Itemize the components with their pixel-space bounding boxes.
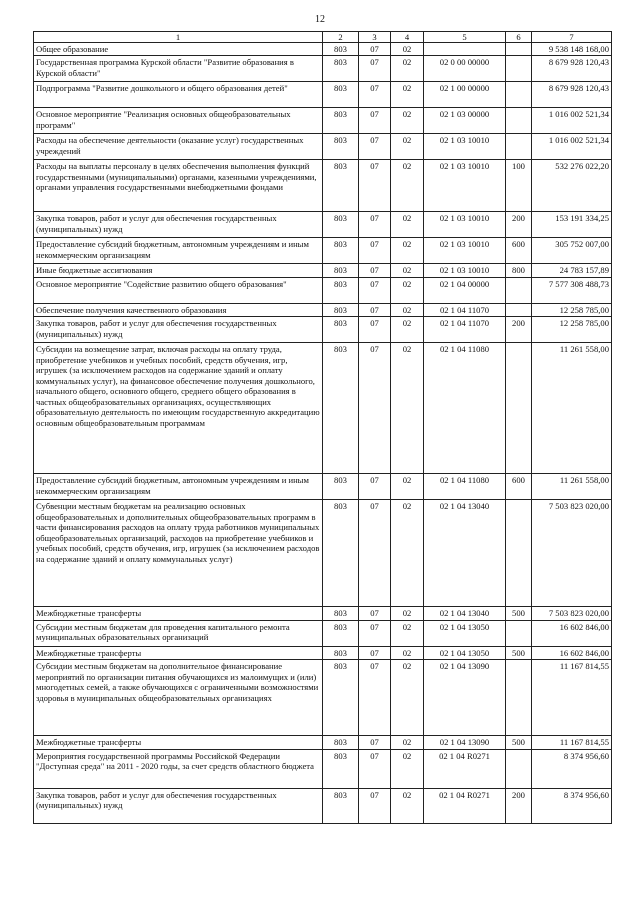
target-article-code: [424, 43, 506, 56]
ministry-code: 803: [323, 749, 359, 788]
amount-value: 1 016 002 521,34: [532, 134, 612, 160]
ministry-code: 803: [323, 212, 359, 238]
target-article-code: 02 1 04 13040: [424, 500, 506, 607]
table-row: [34, 620, 612, 646]
section-code: 07: [359, 620, 391, 646]
table-row: [34, 736, 612, 749]
section-code: 07: [359, 736, 391, 749]
section-code: 07: [359, 108, 391, 134]
ministry-code: 803: [323, 660, 359, 736]
header-cell: 3: [359, 32, 391, 43]
ministry-code: 803: [323, 500, 359, 607]
target-article-code: 02 1 04 13090: [424, 736, 506, 749]
table-row: [34, 343, 612, 474]
subsection-code: 02: [391, 660, 424, 736]
expense-type-code: [506, 343, 532, 474]
header-cell: 2: [323, 32, 359, 43]
table-row: [34, 500, 612, 607]
amount-value: 7 577 308 488,73: [532, 277, 612, 303]
ministry-code: 803: [323, 343, 359, 474]
expenditure-name: Мероприятия государственной программы Российской Федерации "Доступная среда" на 2011 - 2020 годы, за счет средств областного бюджета: [34, 749, 323, 788]
target-article-code: 02 1 04 R0271: [424, 749, 506, 788]
header-cell: 4: [391, 32, 424, 43]
table-row: [34, 749, 612, 788]
header-row: [34, 32, 612, 43]
table-row: [34, 82, 612, 108]
expenditure-name: Межбюджетные трансферты: [34, 736, 323, 749]
section-code: 07: [359, 160, 391, 212]
section-code: 07: [359, 82, 391, 108]
amount-value: 12 258 785,00: [532, 303, 612, 316]
section-code: 07: [359, 277, 391, 303]
section-code: 07: [359, 646, 391, 659]
ministry-code: 803: [323, 264, 359, 277]
expense-type-code: 200: [506, 212, 532, 238]
section-code: 07: [359, 56, 391, 82]
amount-value: 11 167 814,55: [532, 660, 612, 736]
expenditure-name: Основное мероприятие "Содействие развитию общего образования": [34, 277, 323, 303]
amount-value: 16 602 846,00: [532, 620, 612, 646]
amount-value: 12 258 785,00: [532, 317, 612, 343]
amount-value: 532 276 022,20: [532, 160, 612, 212]
amount-value: 8 374 956,60: [532, 788, 612, 823]
ministry-code: 803: [323, 317, 359, 343]
page-number: 12: [315, 14, 325, 25]
ministry-code: 803: [323, 474, 359, 500]
section-code: 07: [359, 317, 391, 343]
table-row: [34, 160, 612, 212]
section-code: 07: [359, 474, 391, 500]
expense-type-code: [506, 134, 532, 160]
target-article-code: 02 1 04 13050: [424, 646, 506, 659]
table-row: [34, 646, 612, 659]
amount-value: 7 503 823 020,00: [532, 607, 612, 620]
subsection-code: 02: [391, 238, 424, 264]
table-row: [34, 108, 612, 134]
target-article-code: 02 1 04 11080: [424, 474, 506, 500]
section-code: 07: [359, 238, 391, 264]
table-row: [34, 56, 612, 82]
section-code: 07: [359, 749, 391, 788]
target-article-code: 02 1 03 10010: [424, 160, 506, 212]
amount-value: 11 167 814,55: [532, 736, 612, 749]
expense-type-code: [506, 749, 532, 788]
subsection-code: 02: [391, 788, 424, 823]
subsection-code: 02: [391, 82, 424, 108]
amount-value: 305 752 007,00: [532, 238, 612, 264]
ministry-code: 803: [323, 56, 359, 82]
expenditure-name: Государственная программа Курской области "Развитие образования в Курской области": [34, 56, 323, 82]
subsection-code: 02: [391, 303, 424, 316]
target-article-code: 02 1 04 R0271: [424, 788, 506, 823]
subsection-code: 02: [391, 264, 424, 277]
amount-value: 153 191 334,25: [532, 212, 612, 238]
expenditure-name: Закупка товаров, работ и услуг для обеспечения государственных (муниципальных) нужд: [34, 212, 323, 238]
expenditure-name: Субсидии на возмещение затрат, включая расходы на оплату труда, приобретение учебников и учебных пособий, средств обучения, игр, игрушек (за исключением расходов на содержание зданий и оплату коммунальных услуг), на финансовое обеспечение получения дошкольного, начального общего, основного общего, среднего общего образования в частных общеобразовательных организациях, осуществляющих образовательную деятельность по имеющим государственную аккредитацию основным общеобразовательным программам: [34, 343, 323, 474]
target-article-code: 02 1 04 11070: [424, 317, 506, 343]
subsection-code: 02: [391, 134, 424, 160]
expense-type-code: [506, 500, 532, 607]
expense-type-code: [506, 56, 532, 82]
subsection-code: 02: [391, 736, 424, 749]
expense-type-code: 200: [506, 317, 532, 343]
ministry-code: 803: [323, 108, 359, 134]
expense-type-code: [506, 82, 532, 108]
expenditure-name: Иные бюджетные ассигнования: [34, 264, 323, 277]
section-code: 07: [359, 134, 391, 160]
amount-value: 24 783 157,89: [532, 264, 612, 277]
ministry-code: 803: [323, 303, 359, 316]
expenditure-name: Основное мероприятие "Реализация основных общеобразовательных программ": [34, 108, 323, 134]
section-code: 07: [359, 43, 391, 56]
target-article-code: 02 1 04 13090: [424, 660, 506, 736]
subsection-code: 02: [391, 56, 424, 82]
table-row: [34, 607, 612, 620]
expense-type-code: [506, 108, 532, 134]
expense-type-code: [506, 660, 532, 736]
amount-value: 11 261 558,00: [532, 474, 612, 500]
amount-value: 1 016 002 521,34: [532, 108, 612, 134]
amount-value: 11 261 558,00: [532, 343, 612, 474]
table-row: [34, 474, 612, 500]
ministry-code: 803: [323, 620, 359, 646]
expense-type-code: 200: [506, 788, 532, 823]
table-row: [34, 303, 612, 316]
section-code: 07: [359, 660, 391, 736]
table-row: [34, 277, 612, 303]
target-article-code: 02 1 04 11070: [424, 303, 506, 316]
target-article-code: 02 1 04 00000: [424, 277, 506, 303]
budget-table: [33, 31, 612, 824]
header-cell: 7: [532, 32, 612, 43]
expenditure-name: Расходы на обеспечение деятельности (оказание услуг) государственных учреждений: [34, 134, 323, 160]
subsection-code: 02: [391, 43, 424, 56]
table-row: [34, 264, 612, 277]
target-article-code: 02 1 03 10010: [424, 264, 506, 277]
subsection-code: 02: [391, 277, 424, 303]
amount-value: 8 679 928 120,43: [532, 82, 612, 108]
amount-value: 16 602 846,00: [532, 646, 612, 659]
subsection-code: 02: [391, 108, 424, 134]
target-article-code: 02 0 00 00000: [424, 56, 506, 82]
expenditure-name: Общее образование: [34, 43, 323, 56]
expenditure-name: Закупка товаров, работ и услуг для обеспечения государственных (муниципальных) нужд: [34, 317, 323, 343]
header-cell: 5: [424, 32, 506, 43]
ministry-code: 803: [323, 238, 359, 264]
expense-type-code: 500: [506, 607, 532, 620]
subsection-code: 02: [391, 620, 424, 646]
subsection-code: 02: [391, 646, 424, 659]
target-article-code: 02 1 00 00000: [424, 82, 506, 108]
expenditure-name: Предоставление субсидий бюджетным, автономным учреждениям и иным некоммерческим организациям: [34, 238, 323, 264]
subsection-code: 02: [391, 474, 424, 500]
subsection-code: 02: [391, 500, 424, 607]
ministry-code: 803: [323, 43, 359, 56]
target-article-code: 02 1 03 10010: [424, 134, 506, 160]
subsection-code: 02: [391, 160, 424, 212]
expense-type-code: 800: [506, 264, 532, 277]
ministry-code: 803: [323, 160, 359, 212]
table-row: [34, 660, 612, 736]
expense-type-code: 100: [506, 160, 532, 212]
section-code: 07: [359, 212, 391, 238]
ministry-code: 803: [323, 82, 359, 108]
expenditure-name: Расходы на выплаты персоналу в целях обеспечения выполнения функций государственными (муниципальными) органами, казенными учреждениями, органами управления государственными внебюджетными фондами: [34, 160, 323, 212]
header-cell: 1: [34, 32, 323, 43]
expenditure-name: Субсидии местным бюджетам на дополнительное финансирование мероприятий по организации питания обучающихся из малоимущих и (или) многодетных семей, а также обучающихся с ограниченными возможностями здоровья в муниципальных общеобразовательных организациях: [34, 660, 323, 736]
ministry-code: 803: [323, 134, 359, 160]
target-article-code: 02 1 04 11080: [424, 343, 506, 474]
subsection-code: 02: [391, 212, 424, 238]
target-article-code: 02 1 04 13040: [424, 607, 506, 620]
ministry-code: 803: [323, 736, 359, 749]
section-code: 07: [359, 264, 391, 277]
amount-value: 9 538 148 168,00: [532, 43, 612, 56]
target-article-code: 02 1 03 00000: [424, 108, 506, 134]
ministry-code: 803: [323, 277, 359, 303]
expenditure-name: Предоставление субсидий бюджетным, автономным учреждениям и иным некоммерческим организациям: [34, 474, 323, 500]
expenditure-name: Межбюджетные трансферты: [34, 607, 323, 620]
table-row: [34, 238, 612, 264]
section-code: 07: [359, 607, 391, 620]
expense-type-code: 500: [506, 736, 532, 749]
expense-type-code: [506, 303, 532, 316]
ministry-code: 803: [323, 646, 359, 659]
expenditure-name: Подпрограмма "Развитие дошкольного и общего образования детей": [34, 82, 323, 108]
expense-type-code: [506, 43, 532, 56]
amount-value: 8 374 956,60: [532, 749, 612, 788]
expense-type-code: [506, 277, 532, 303]
expenditure-name: Субсидии местным бюджетам для проведения капитального ремонта муниципальных образовательных организаций: [34, 620, 323, 646]
expense-type-code: [506, 620, 532, 646]
subsection-code: 02: [391, 749, 424, 788]
target-article-code: 02 1 04 13050: [424, 620, 506, 646]
target-article-code: 02 1 03 10010: [424, 212, 506, 238]
table-row: [34, 788, 612, 823]
subsection-code: 02: [391, 607, 424, 620]
ministry-code: 803: [323, 788, 359, 823]
header-cell: 6: [506, 32, 532, 43]
table-row: [34, 212, 612, 238]
expense-type-code: 500: [506, 646, 532, 659]
section-code: 07: [359, 788, 391, 823]
amount-value: 7 503 823 020,00: [532, 500, 612, 607]
ministry-code: 803: [323, 607, 359, 620]
table-row: [34, 317, 612, 343]
section-code: 07: [359, 343, 391, 474]
expense-type-code: 600: [506, 474, 532, 500]
table-row: [34, 134, 612, 160]
expenditure-name: Обеспечение получения качественного образования: [34, 303, 323, 316]
section-code: 07: [359, 303, 391, 316]
section-code: 07: [359, 500, 391, 607]
expenditure-name: Закупка товаров, работ и услуг для обеспечения государственных (муниципальных) нужд: [34, 788, 323, 823]
subsection-code: 02: [391, 343, 424, 474]
subsection-code: 02: [391, 317, 424, 343]
expense-type-code: 600: [506, 238, 532, 264]
target-article-code: 02 1 03 10010: [424, 238, 506, 264]
amount-value: 8 679 928 120,43: [532, 56, 612, 82]
expenditure-name: Межбюджетные трансферты: [34, 646, 323, 659]
expenditure-name: Субвенции местным бюджетам на реализацию основных общеобразовательных и дополнительных общеобразовательных программ в части финансирования расходов на оплату труда работников муниципальных общеобразовательных организаций, расходов на приобретение учебников и учебных пособий, средств обучения, игр, игрушек (за исключением расходов на содержание зданий и оплату коммунальных услуг): [34, 500, 323, 607]
table-row: [34, 43, 612, 56]
